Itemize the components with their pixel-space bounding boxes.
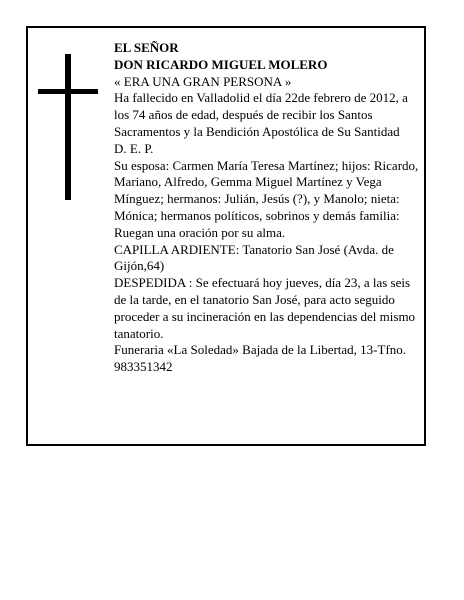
funeral-home-info: Funeraria «La Soledad» Bajada de la Libertad, 13-Tfno. 983351342 <box>114 342 407 375</box>
death-announcement: Ha fallecido en Valladolid el día 22de febrero de 2012, a los 74 años de edad, después de recibir los Santos Sacramentos y la Bendición Apostólica de Su Santidad <box>114 90 408 139</box>
cross-icon <box>38 54 98 200</box>
chapel-info: CAPILLA ARDIENTE: Tanatorio San José (Avda. de Gijón,64) <box>114 241 394 274</box>
deceased-name: DON RICARDO MIGUEL MOLERO <box>114 56 328 72</box>
family-list: Su esposa: Carmen María Teresa Martínez; hijos: Ricardo, Mariano, Alfredo, Gemma Miguel Martínez y Vega Mínguez; hermanos: Julián, Jesús (?), y Manolo; nieta: Mónica; hermanos políticos, sobrinos y demás familia: <box>114 157 419 223</box>
obituary-text <box>114 40 420 376</box>
cross-horizontal-bar <box>38 89 98 94</box>
cross-vertical-bar <box>65 54 71 200</box>
notice-title: EL SEÑOR <box>114 40 179 55</box>
memorial-quote: « ERA UNA GRAN PERSONA » <box>114 73 292 89</box>
prayer-request: Ruegan una oración por su alma. <box>114 224 286 240</box>
obituary-notice <box>26 26 426 446</box>
rip-abbreviation: D. E. P. <box>114 140 154 156</box>
farewell-info: DESPEDIDA : Se efectuará hoy jueves, día 23, a las seis de la tarde, en el tanatorio San José, para acto seguido proceder a su incineración en las dependencias del mismo tanatorio. <box>114 275 416 341</box>
